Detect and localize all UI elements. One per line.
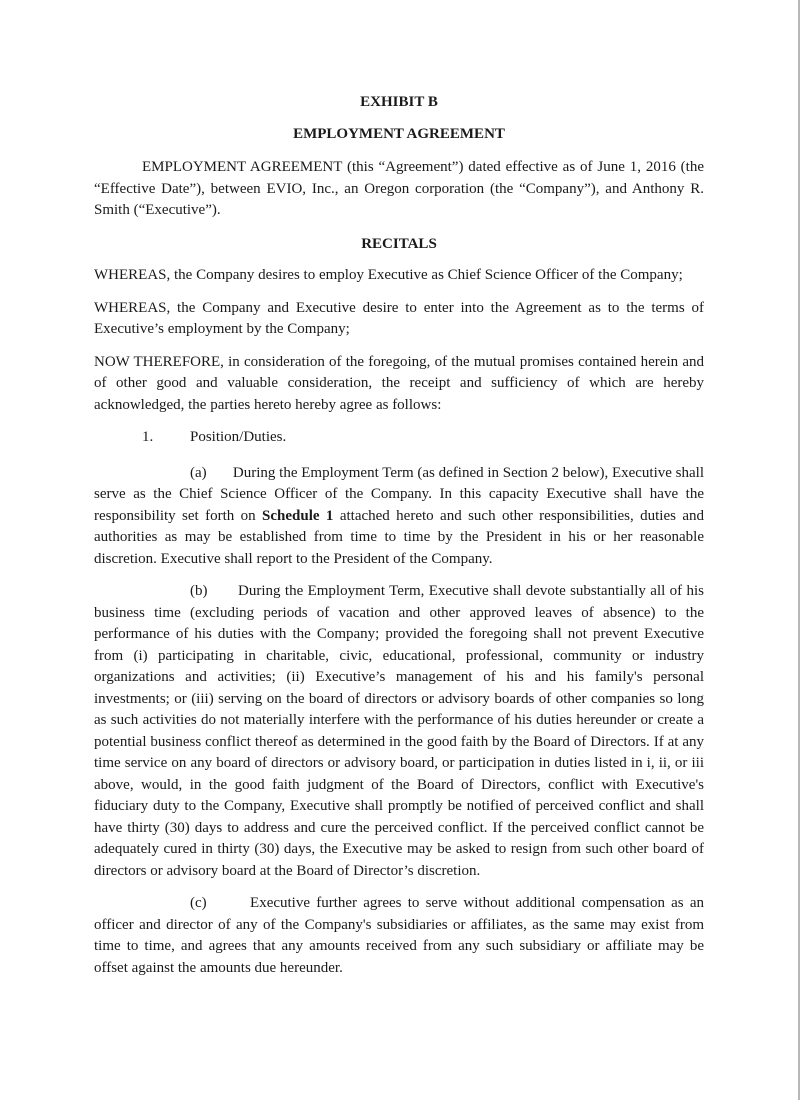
whereas-paragraph-1: WHEREAS, the Company desires to employ Executive as Chief Science Officer of the Company; bbox=[94, 267, 683, 283]
now-therefore-paragraph: NOW THEREFORE, in consideration of the foregoing, of the mutual promises contained herein and of other good and valuable consideration, the receipt and sufficiency of which are hereby acknowledged, the parties hereto hereby agree as follows: bbox=[94, 353, 704, 413]
document-title: EMPLOYMENT AGREEMENT bbox=[293, 125, 505, 142]
recitals-heading: RECITALS bbox=[361, 235, 437, 252]
schedule-reference: Schedule 1 bbox=[262, 507, 334, 524]
whereas-paragraph-2: WHEREAS, the Company and Executive desire to enter into the Agreement as to the terms of Executive’s employment by the Company; bbox=[94, 299, 704, 337]
paragraph-a-text-2: attached hereto and such other responsibilities, duties and authorities as may be established from time to time by the President in his or her reasonable discretion. Executive shall report to the President of the Company. bbox=[94, 507, 704, 567]
paragraph-c-label: (c) bbox=[190, 895, 207, 911]
paragraph-a bbox=[94, 463, 704, 571]
paragraph-b bbox=[94, 581, 704, 882]
paragraph-c bbox=[94, 893, 704, 979]
intro-paragraph: EMPLOYMENT AGREEMENT (this “Agreement”) dated effective as of June 1, 2016 (the “Effective Date”), between EVIO, Inc., an Oregon corporation (the “Company”), and Anthony R. Smith (“Executive”). bbox=[94, 159, 704, 218]
paragraph-b-text: During the Employment Term, Executive shall devote substantially all of his business time (excluding periods of vacation and other approved leaves of absence) to the performance of his duties with the Company; provided the foregoing shall not prevent Executive from (i) participating in charitable, civic, educational, professional, community or industry organizations and activities; (ii) Executive’s management of his and his family's personal investments; or (iii) serving on the board of directors or advisory boards of other companies so long as such activities do not materially interfere with the performance of his duties hereunder or create a potential business conflict thereof as determined in the good faith by the Board of Directors. If at any time service on any board of directors or advisory board, or participation in duties listed in i, ii, or iii above, would, in the good faith judgment of the Board of Directors, conflict with Executive's fiduciary duty to the Company, Executive shall promptly be notified of perceived conflict and shall have thirty (30) days to address and cure the perceived conflict. If the perceived conflict cannot be adequately cured in thirty (30) days, the Executive may be asked to resign from such other board of directors or advisory board at the Board of Director’s discretion. bbox=[94, 583, 704, 879]
section-title: Position/Duties. bbox=[190, 429, 287, 445]
exhibit-heading: EXHIBIT B bbox=[360, 94, 438, 110]
paragraph-a-text-1: During the Employment Term (as defined in Section 2 below), Executive shall serve as the Chief Science Officer of the Company. In this capacity Executive shall have the responsibility set forth on bbox=[94, 464, 704, 524]
paragraph-a-label: (a) bbox=[190, 464, 207, 481]
section-1-heading bbox=[94, 427, 704, 449]
section-number: 1. bbox=[142, 429, 154, 445]
paragraph-c-text: Executive further agrees to serve without additional compensation as an officer and director of any of the Company's subsidiaries or affiliates, as the same may exist from time to time, and agrees that any amounts received from any such subsidiary or affiliate may be offset against the amounts due hereunder. bbox=[94, 895, 704, 976]
paragraph-b-label: (b) bbox=[190, 583, 208, 599]
